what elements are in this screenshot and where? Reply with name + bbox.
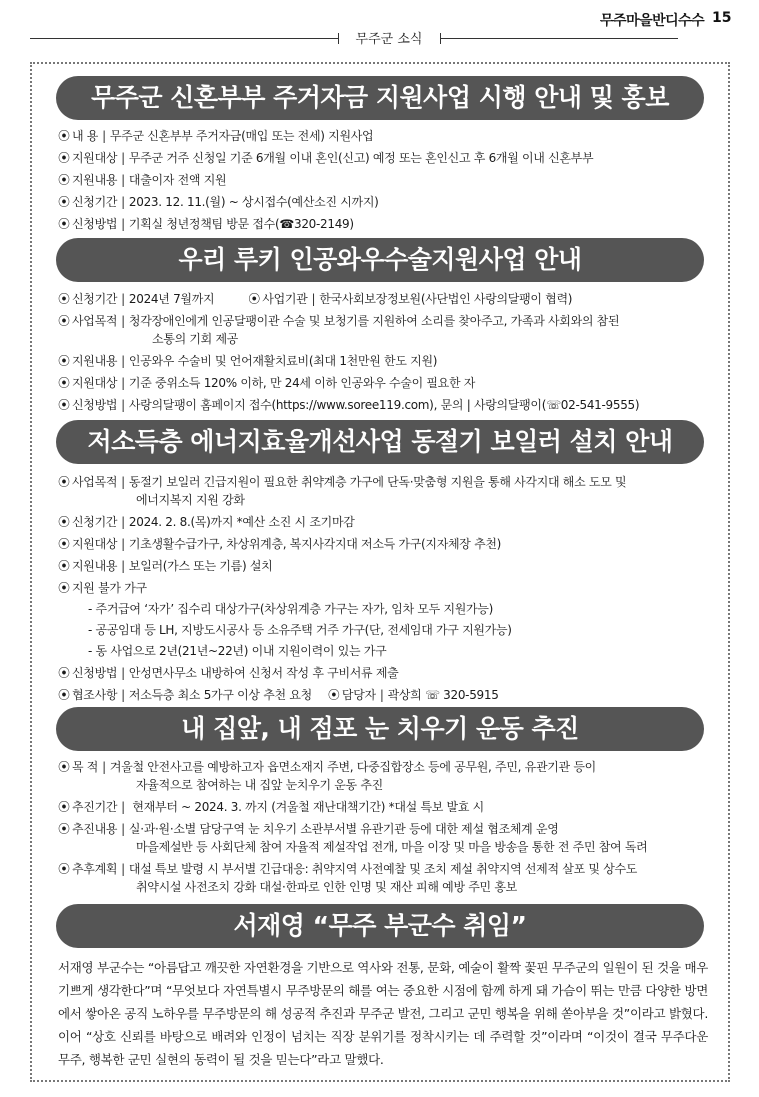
bullet-icon: ⦿ [58,129,70,143]
header-rule-left [30,38,338,39]
item-label: 추후계획 [72,862,118,876]
item-label: 신청방법 [72,217,118,231]
item-text: 무주군 신혼부부 주거자금(매입 또는 전세) 지원사업 [109,129,374,143]
s3-item-method: ⦿ 신청방법 | 안성면사무소 내방하여 신청서 작성 후 구비서류 제출 [58,666,399,680]
bullet-icon: ⦿ [58,173,70,187]
section-1-title: 무주군 신혼부부 주거자금 지원사업 시행 안내 및 홍보 [56,76,704,120]
item-label: 담당자 [341,688,376,702]
bullet-icon: ⦿ [58,800,70,814]
bullet-icon: ⦿ [58,151,70,165]
item-label: 지원내용 [72,559,118,573]
item-label: 신청방법 [72,398,118,412]
item-text: 곽상희 ☏ 320-5915 [387,688,499,702]
article-paragraph: 서재영 부군수는 “아름답고 깨끗한 자연환경을 기반으로 역사와 전통, 문화, 예술이 활짝 꽃핀 무주군의 일원이 된 것을 매우 기쁘게 생각한다”며 “무엇보다 자연특별시 무주방문의 해를 여는 중요한 시점에 함께 하게 돼 가슴이 뛰는 만큼 다양한 방면에서 쌓아온 공직 노하우를 무주방문의 해 성공적 추진과 무주군 발전, 그리고 군민 행복을 위해 쏟아부을 것”이라고 밝혔다. 이어 “상호 신뢰를 바탕으로 배려와 인정이 넘치는 직장 분위기를 정착시키는 데 주력할 것”이라며 “이것이 결국 무주다운 무주, 행복한 군민 실현의 동력이 될 것을 믿는다”라고 말했다. [58,960,708,1067]
item-text: 저소득층 최소 5가구 이상 추천 요청 [128,688,312,702]
bullet-icon: ⦿ [58,760,70,774]
s3-item-period: ⦿ 신청기간 | 2024. 2. 8.(목)까지 *예산 소진 시 조기마감 [58,515,355,529]
s3-exclude-heading [58,580,147,596]
item-text: 실·과·원·소별 담당구역 눈 치우기 소관부서별 유관기관 등에 대한 제설 협조체계 운영 [128,822,559,836]
section-name: 무주군 소식 [355,32,423,47]
s1-item-period: ⦿ 신청기간 | 2023. 12. 11.(월) ~ 상시접수(예산소진 시까지) [58,195,379,209]
bullet-icon: ⦿ [58,195,70,209]
s4-item-content: ⦿ 추진내용 | 실·과·원·소별 담당구역 눈 치우기 소관부서별 유관기관 등에 대한 제설 협조체계 운영 [58,822,559,836]
item-label: 지원대상 [72,537,118,551]
s2-row-period-agency: ⦿ 신청기간 | 2024년 7월까지 ⦿ 사업기관 | 한국사회보장정보원(사단법인 사랑의달팽이 협력) [58,292,573,306]
item-label: 신청기간 [72,195,118,209]
item-text: 겨울철 안전사고를 예방하고자 읍면소재지 주변, 다중집합장소 등에 공무원, 주민, 유관기관 등이 [109,760,596,774]
item-text: 사랑의달팽이 홈페이지 접수(https://www.soree119.com), 문의 | 사랑의달팽이(☏02-541-9555) [128,398,640,412]
s3-item-target: ⦿ 지원대상 | 기초생활수급가구, 차상위계층, 복지사각지대 저소득 가구(지자체장 추천) [58,537,502,551]
s1-item-target: ⦿ 지원대상 | 무주군 거주 신청일 기준 6개월 이내 혼인(신고) 예정 또는 혼인신고 후 6개월 이내 신혼부부 [58,151,594,165]
item-label: 지원내용 [72,173,118,187]
s2-item-purpose-cont: 소통의 기회 제공 [152,332,239,346]
item-label: 목 적 [72,760,99,774]
s1-item-support: ⦿ 지원내용 | 대출이자 전액 지원 [58,173,227,187]
s2-item-support: ⦿ 지원내용 | 인공와우 수술비 및 언어재활치료비(최대 1천만원 한도 지원) [58,354,438,368]
s2-item-purpose: ⦿ 사업목적 | 청각장애인에게 인공달팽이관 수술 및 보청기를 지원하여 소리를 찾아주고, 가족과 사회와의 참된 [58,314,620,328]
item-text: 청각장애인에게 인공달팽이관 수술 및 보청기를 지원하여 소리를 찾아주고, 가족과 사회와의 참된 [128,314,620,328]
s4-item-purpose: ⦿ 목 적 | 겨울철 안전사고를 예방하고자 읍면소재지 주변, 다중집합장소 등에 공무원, 주민, 유관기관 등이 [58,760,596,774]
bullet-icon: ⦿ [58,666,70,680]
bullet-icon: ⦿ [58,559,70,573]
item-label: 지원 불가 가구 [72,581,147,595]
item-text: 무주군 거주 신청일 기준 6개월 이내 혼인(신고) 예정 또는 혼인신고 후 6개월 이내 신혼부부 [128,151,594,165]
s3-exclude-item: - 공공임대 등 LH, 지방도시공사 등 소유주택 거주 가구(단, 전세임대 가구 지원가능) [88,623,512,637]
item-text: 현재부터 ~ 2024. 3. 까지 (겨울철 재난대책기간) *대설 특보 발효 시 [128,800,484,814]
bullet-icon: ⦿ [58,822,70,836]
item-label: 신청방법 [72,666,118,680]
s3-item-purpose-cont: 에너지복지 지원 강화 [136,493,245,507]
s3-exclude-item: - 동 사업으로 2년(21년~22년) 이내 지원이력이 있는 가구 [88,644,387,658]
section-3-title: 저소득층 에너지효율개선사업 동절기 보일러 설치 안내 [56,420,704,464]
item-label: 신청기간 [72,515,118,529]
s4-item-plan-cont: 취약시설 사전조치 강화 대설·한파로 인한 인명 및 재산 피해 예방 주민 홍보 [136,880,517,894]
item-text: 동절기 보일러 긴급지원이 필요한 취약계층 가구에 단독·맞춤형 지원을 통해 사각지대 해소 도모 및 [128,475,627,489]
bullet-icon: ⦿ [58,537,70,551]
item-text: 대출이자 전액 지원 [128,173,227,187]
item-label: 신청기간 [72,292,118,306]
section-2-title: 우리 루키 인공와우수술지원사업 안내 [56,238,704,282]
item-label: 추진기간 [72,800,118,814]
item-text: 기초생활수급가구, 차상위계층, 복지사각지대 저소득 가구(지자체장 추천) [128,537,502,551]
item-text: 2024년 7월까지 [128,292,215,306]
page-number: 15 [712,10,732,26]
page-header [0,0,759,50]
item-label: 협조사항 [72,688,118,702]
item-label: 사업목적 [72,314,118,328]
item-text: 기획실 청년정책팀 방문 접수(☎320-2149) [128,217,354,231]
item-label: 내 용 [72,129,99,143]
s3-item-purpose: ⦿ 사업목적 | 동절기 보일러 긴급지원이 필요한 취약계층 가구에 단독·맞춤형 지원을 통해 사각지대 해소 도모 및 [58,475,627,489]
bullet-icon: ⦿ [58,862,70,876]
bullet-icon: ⦿ [58,217,70,231]
item-label: 지원대상 [72,151,118,165]
item-text: 대설 특보 발령 시 부서별 긴급대응: 취약지역 사전예찰 및 조치 제설 취약지역 선제적 살포 및 상수도 [128,862,638,876]
s4-item-plan: ⦿ 추후계획 | 대설 특보 발령 시 부서별 긴급대응: 취약지역 사전예찰 및 조치 제설 취약지역 선제적 살포 및 상수도 [58,862,638,876]
item-text: 인공와우 수술비 및 언어재활치료비(최대 1천만원 한도 지원) [128,354,438,368]
item-text: 안성면사무소 내방하여 신청서 작성 후 구비서류 제출 [128,666,399,680]
s2-item-method: ⦿ 신청방법 | 사랑의달팽이 홈페이지 접수(https://www.soree119.com), 문의 | 사랑의달팽이(☏02-541-9555) [58,398,640,412]
bullet-icon: ⦿ [58,475,70,489]
bullet-icon: ⦿ [327,688,340,702]
item-label: 사업기관 [262,292,308,306]
bullet-icon: ⦿ [58,515,70,529]
bullet-icon: ⦿ [58,292,70,306]
item-label: 지원대상 [72,376,118,390]
s1-item-method: ⦿ 신청방법 | 기획실 청년정책팀 방문 접수(☎320-2149) [58,217,354,231]
s4-item-period: ⦿ 추진기간 | 현재부터 ~ 2024. 3. 까지 (겨울철 재난대책기간) *대설 특보 발효 시 [58,800,484,814]
s3-item-support: ⦿ 지원내용 | 보일러(가스 또는 기름) 설치 [58,559,273,573]
s1-item-content: ⦿ 내 용 | 무주군 신혼부부 주거자금(매입 또는 전세) 지원사업 [58,129,374,143]
section-5-title: 서재영 “무주 부군수 취임” [56,904,704,948]
bullet-icon: ⦿ [58,398,70,412]
bullet-icon: ⦿ [58,688,70,702]
s3-item-coop: ⦿ 협조사항 | 저소득층 최소 5가구 이상 추천 요청 ⦿ 담당자 | 곽상희 ☏ 320-5915 [58,688,499,702]
bullet-icon: ⦿ [58,354,70,368]
bullet-icon: ⦿ [58,376,70,390]
item-text: 2024. 2. 8.(목)까지 *예산 소진 시 조기마감 [128,515,355,529]
s4-item-purpose-cont: 자율적으로 참여하는 내 집앞 눈치우기 운동 추진 [136,778,383,792]
item-label: 지원내용 [72,354,118,368]
item-label: 추진내용 [72,822,118,836]
newsletter-brand: 무주마을반디수수 [600,13,705,29]
header-rule-right [440,38,678,39]
bullet-icon: ⦿ [58,314,70,328]
s4-item-content-cont: 마을제설반 등 사회단체 참여 자율적 제설작업 전개, 마을 이장 및 마을 방송을 통한 전 주민 참여 독려 [136,840,648,854]
item-text: 한국사회보장정보원(사단법인 사랑의달팽이 협력) [319,292,573,306]
bullet-icon: ⦿ [248,292,260,306]
item-text: 기준 중위소득 120% 이하, 만 24세 이하 인공와우 수술이 필요한 자 [128,376,476,390]
item-label: 사업목적 [72,475,118,489]
s2-item-target: ⦿ 지원대상 | 기준 중위소득 120% 이하, 만 24세 이하 인공와우 수술이 필요한 자 [58,376,476,390]
section-4-title: 내 집앞, 내 점포 눈 치우기 운동 추진 [56,707,704,751]
s3-exclude-item: - 주거급여 ‘자가’ 집수리 대상가구(차상위계층 가구는 자가, 임차 모두 지원가능) [88,602,494,616]
item-text: 2023. 12. 11.(월) ~ 상시접수(예산소진 시까지) [128,195,379,209]
bullet-icon: ⦿ [58,581,70,595]
item-text: 보일러(가스 또는 기름) 설치 [128,559,273,573]
